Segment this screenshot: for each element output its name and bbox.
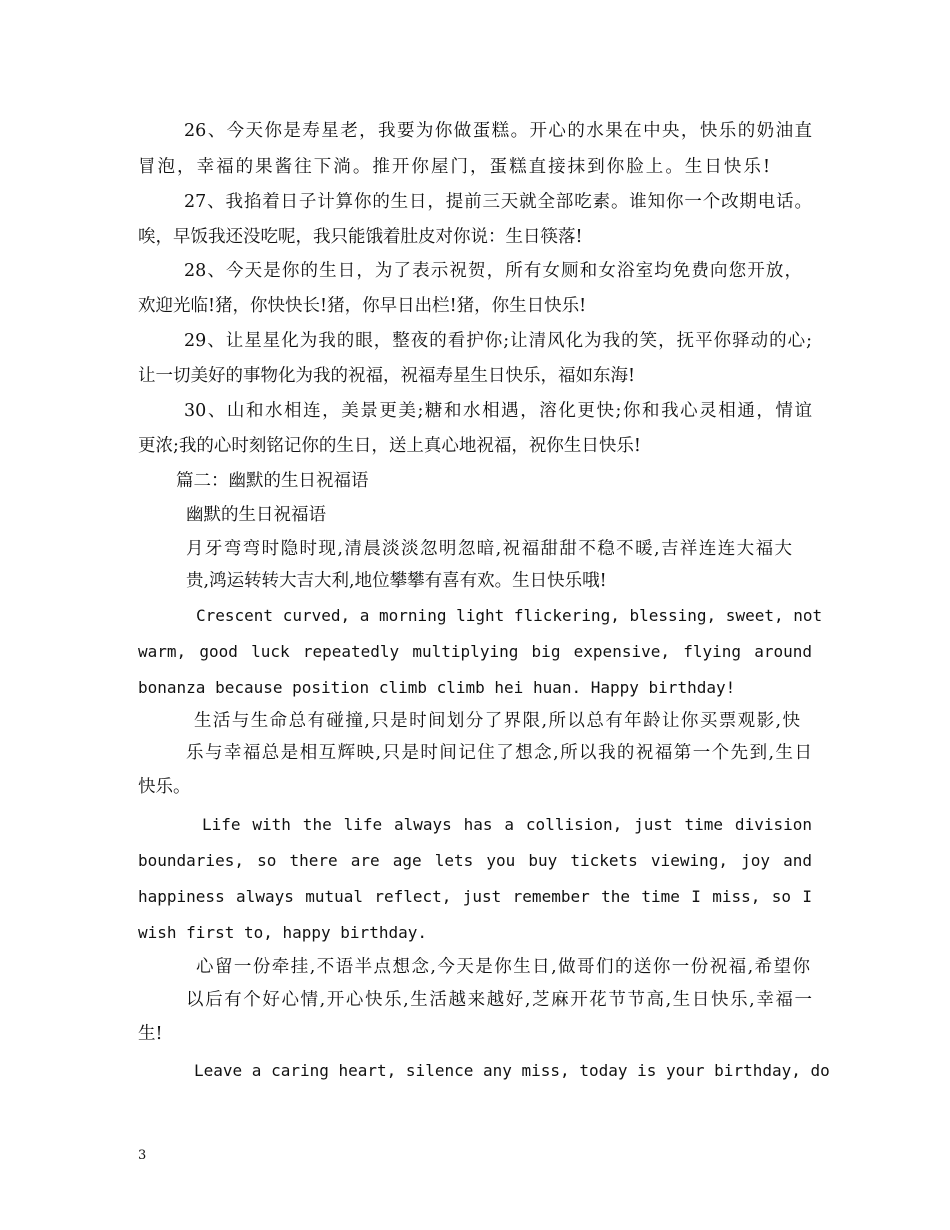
text-line: 月牙弯弯时隐时现,清晨淡淡忽明忽暗,祝福甜甜不稳不暖,吉祥连连大福大 (186, 539, 792, 559)
text-line: 28、今天是你的生日，为了表示祝贺，所有女厕和女浴室均免费向您开放， (184, 261, 802, 281)
subheading: 幽默的生日祝福语 (186, 505, 326, 525)
text-line: 贵,鸿运转转大吉大利,地位攀攀有喜有欢。生日快乐哦! (186, 571, 607, 591)
text-line: 快乐。 (138, 777, 191, 797)
page-number: 3 (138, 1148, 147, 1163)
text-line: 生! (138, 1024, 163, 1044)
text-line: 欢迎光临!猪，你快快长!猪，你早日出栏!猪，你生日快乐! (138, 296, 587, 316)
text-line: 让一切美好的事物化为我的祝福，祝福寿星生日快乐，福如东海! (138, 366, 636, 386)
text-line: 心留一份牵挂,不语半点想念,今天是你生日,做哥们的送你一份祝福,希望你 (196, 957, 810, 977)
english-line: warm, good luck repeatedly multiplying big expensive, flying around (138, 642, 812, 661)
text-line: 26、今天你是寿星老，我要为你做蛋糕。开心的水果在中央，快乐的奶油直 (184, 121, 812, 141)
text-line: 以后有个好心情,开心快乐,生活越来越好,芝麻开花节节高,生日快乐,幸福一 (186, 990, 812, 1010)
text-line: 乐与幸福总是相互辉映,只是时间记住了想念,所以我的祝福第一个先到,生日 (186, 743, 812, 763)
text-line: 27、我掐着日子计算你的生日，提前三天就全部吃素。谁知你一个改期电话。 (184, 192, 812, 212)
text-line: 30、山和水相连，美景更美;糖和水相遇，溶化更快;你和我心灵相通，情谊 (184, 401, 812, 421)
english-line: boundaries, so there are age lets you buy tickets viewing, joy and (138, 851, 812, 870)
text-line: 唉，早饭我还没吃呢，我只能饿着肚皮对你说：生日筷落! (138, 227, 583, 247)
text-line: 生活与生命总有碰撞,只是时间划分了界限,所以总有年龄让你买票观影,快 (194, 711, 800, 731)
english-line: Crescent curved, a morning light flickering, blessing, sweet, not (196, 606, 823, 625)
english-line: wish first to, happy birthday. (138, 923, 427, 942)
text-line: 冒泡，幸福的果酱往下淌。推开你屋门，蛋糕直接抹到你脸上。生日快乐! (138, 157, 770, 177)
english-line: Leave a caring heart, silence any miss, today is your birthday, do (194, 1061, 830, 1080)
text-line: 29、让星星化为我的眼，整夜的看护你;让清风化为我的笑，抚平你驿动的心; (184, 331, 812, 351)
section-heading: 篇二：幽默的生日祝福语 (176, 471, 369, 491)
text-line: 更浓;我的心时刻铭记你的生日，送上真心地祝福，祝你生日快乐! (138, 436, 641, 456)
english-line: bonanza because position climb climb hei huan. Happy birthday! (138, 678, 736, 697)
english-line: Life with the life always has a collision, just time division (202, 815, 812, 834)
english-line: happiness always mutual reflect, just remember the time I miss, so I (138, 887, 812, 906)
